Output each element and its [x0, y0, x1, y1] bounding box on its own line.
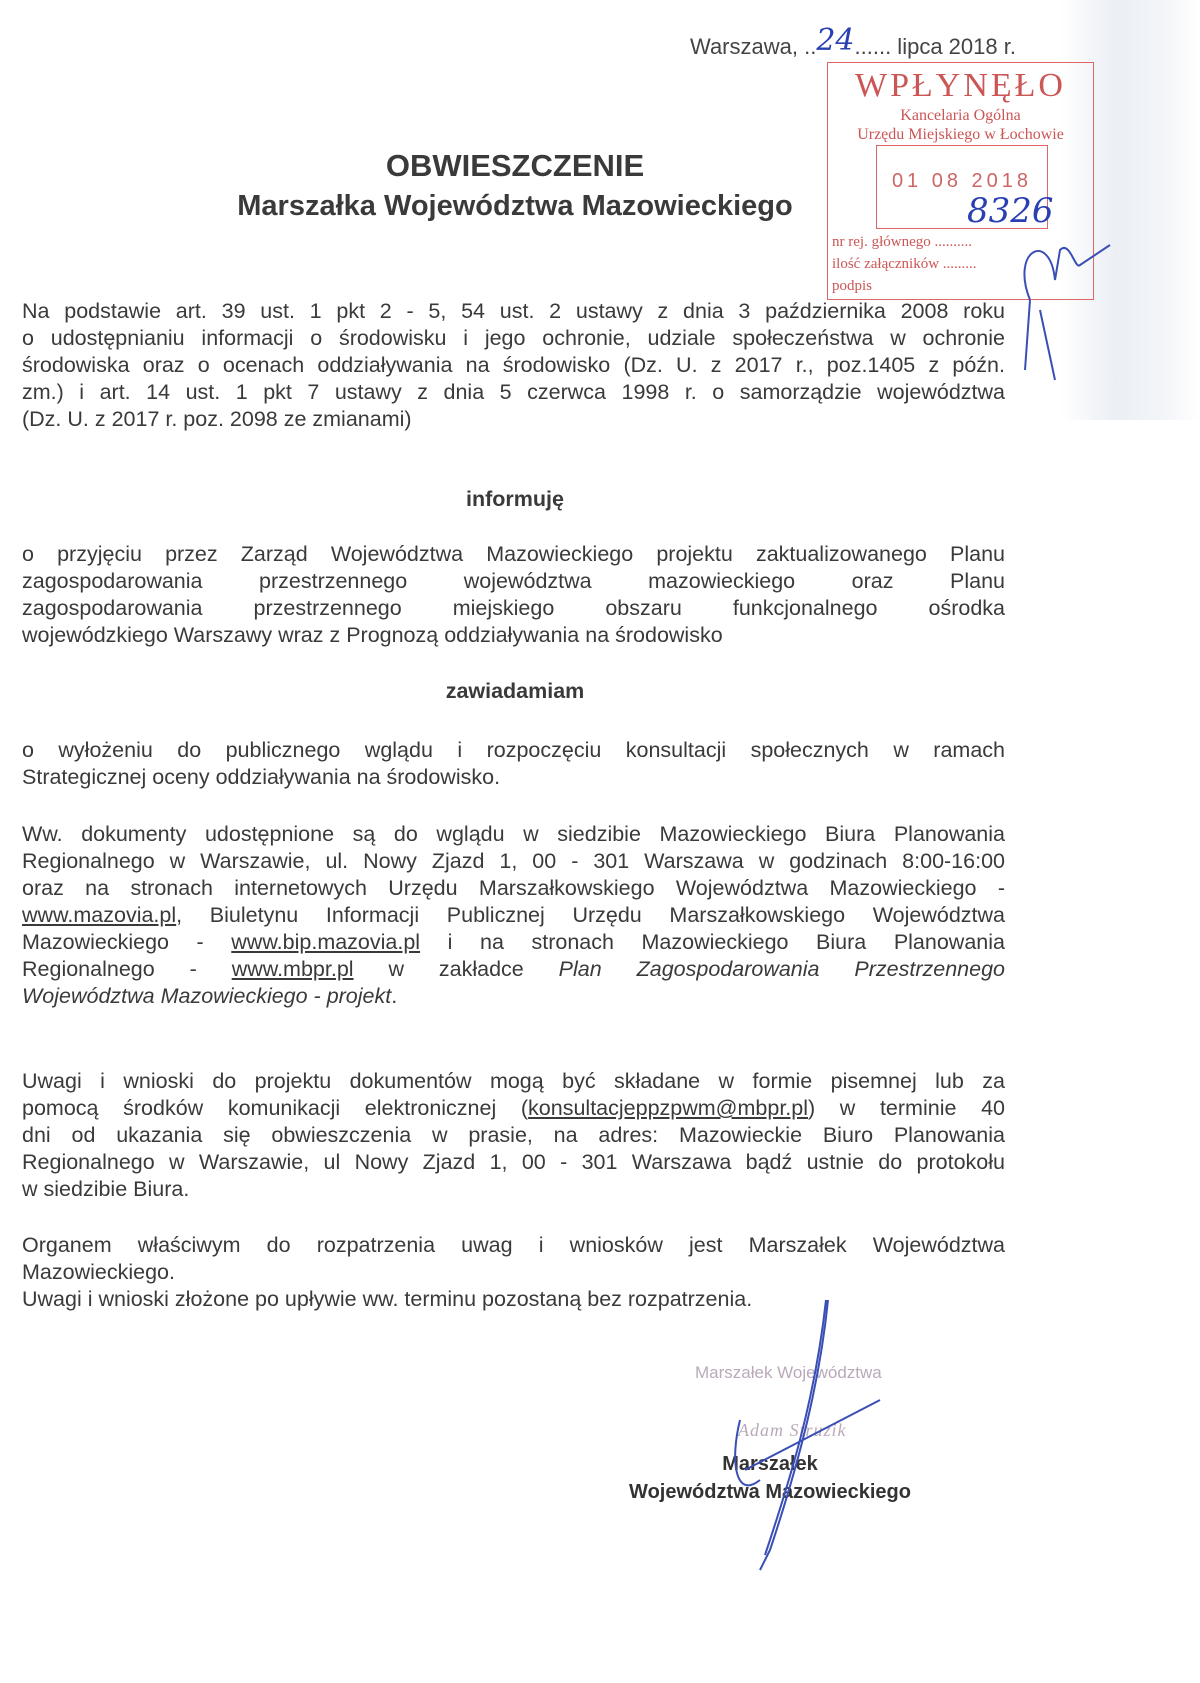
text-segment: Uwagi i wnioski złożone po upływie ww. terminu pozostaną bez rozpatrzenia.: [22, 1287, 753, 1311]
link[interactable]: www.mbpr.pl: [231, 957, 354, 981]
stamp-field-signature: podpis: [832, 278, 873, 294]
text-line: [22, 1149, 1005, 1176]
text-segment: pomocą środków komunikacji elektronicznej (: [22, 1096, 529, 1120]
text-segment: oraz na stronach internetowych Urzędu Marszałkowskiego Województwa Mazowieckiego -: [22, 876, 1005, 900]
text-segment: zagospodarowania przestrzennego województwa mazowieckiego oraz Planu: [22, 569, 1005, 593]
text-line: [22, 298, 1005, 325]
stamp-field-attachments: ilość załączników .........: [832, 256, 977, 272]
text-line: [22, 848, 1005, 875]
stamp-line2: Urzędu Miejskiego w Łochowie: [857, 126, 1064, 143]
text-line: [22, 902, 1005, 929]
heading-inform: informuję: [466, 487, 564, 511]
text-line: [22, 1068, 1005, 1095]
text-segment: w siedzibie Biura.: [22, 1177, 190, 1201]
text-line: [22, 764, 1005, 791]
text-segment: Strategicznej oceny oddziaływania na środowisko.: [22, 765, 501, 789]
text-line: [22, 568, 1005, 595]
signatory-title-line2: Województwa Mazowieckiego: [629, 1481, 911, 1503]
text-line: [22, 325, 1005, 352]
date-line: [690, 23, 1016, 60]
text-line: [22, 1259, 1005, 1286]
text-line: [22, 1286, 1005, 1313]
text-segment: Województwa Mazowieckiego - projekt: [22, 984, 392, 1008]
legal-basis-paragraph: [22, 298, 1005, 433]
text-line: [22, 1176, 1005, 1203]
text-line: [22, 875, 1005, 902]
text-segment: Mazowieckiego -: [22, 930, 232, 954]
text-segment: Mazowieckiego.: [22, 1260, 175, 1284]
text-segment: Ww. dokumenty udostępnione są do wglądu w siedzibie Mazowieckiego Biura Planowania: [22, 822, 1005, 846]
text-segment: wojewódzkiego Warszawy wraz z Prognozą oddziaływania na środowisko: [22, 623, 723, 647]
text-line: [22, 379, 1005, 406]
text-line: [22, 595, 1005, 622]
text-line: [22, 737, 1005, 764]
text-segment: Plan Zagospodarowania Przestrzennego: [558, 957, 1005, 981]
documents-availability-paragraph: [22, 821, 1005, 1010]
handwritten-registry-number: 8326: [967, 191, 1054, 231]
link[interactable]: konsultacjeppzpwm@mbpr.pl: [528, 1096, 808, 1120]
text-segment: w zakładce: [353, 957, 559, 981]
text-segment: , Biuletynu Informacji Publicznej Urzędu Marszałkowskiego Województwa: [176, 903, 1005, 927]
text-segment: zm.) i art. 14 ust. 1 pkt 7 ustawy z dnia 5 czerwca 1998 r. o samorządzie województwa: [22, 380, 1005, 404]
text-line: [22, 406, 1005, 433]
consultation-paragraph: [22, 737, 1005, 791]
text-line: [22, 821, 1005, 848]
text-segment: Regionalnego -: [22, 957, 232, 981]
stamp-field-registry: nr rej. głównego ..........: [832, 234, 972, 250]
document-subtitle: Marszałka Województwa Mazowieckiego: [237, 190, 793, 222]
text-segment: i na stronach Mazowieckiego Biura Planowania: [420, 930, 1005, 954]
text-segment: o udostępnianiu informacji o środowisku i jego ochronie, udziale społeczeństwa w ochronie: [22, 326, 1005, 350]
heading-notify: zawiadamiam: [445, 679, 585, 703]
received-stamp: [827, 62, 1094, 300]
link[interactable]: www.bip.mazovia.pl: [231, 930, 421, 954]
document-title: OBWIESZCZENIE: [385, 148, 645, 183]
text-line: [22, 1122, 1005, 1149]
text-segment: Uwagi i wnioski do projektu dokumentów mogą być składane w formie pisemnej lub za: [22, 1069, 1005, 1093]
signatory-title-line1: Marszałek: [722, 1453, 818, 1475]
text-segment: .: [391, 984, 398, 1008]
adoption-paragraph: [22, 541, 1005, 649]
signature-stamp-name: Adam Struzik: [738, 1420, 847, 1440]
text-segment: dni od ukazania się obwieszczenia w prasie, na adres: Mazowieckie Biuro Planowania: [22, 1123, 1005, 1147]
comments-paragraph: [22, 1068, 1005, 1203]
text-segment: środowiska oraz o ocenach oddziaływania na środowisko (Dz. U. z 2017 r., poz.1405 z późn.: [22, 353, 1005, 377]
text-segment: Na podstawie art. 39 ust. 1 pkt 2 - 5, 54 ust. 2 ustawy z dnia 3 października 2008 roku: [22, 299, 1005, 323]
handwritten-day: 24: [816, 23, 855, 58]
text-line: [22, 929, 1005, 956]
text-segment: Regionalnego w Warszawie, ul. Nowy Zjazd 1, 00 - 301 Warszawa w godzinach 8:00-16:00: [22, 849, 1005, 873]
stamp-date: 01 08 2018: [891, 170, 1033, 192]
signature-stamp-title: Marszałek Województwa: [695, 1363, 882, 1382]
text-line: [22, 956, 1005, 983]
text-segment: o wyłożeniu do publicznego wglądu i rozpoczęciu konsultacji społecznych w ramach: [22, 738, 1005, 762]
text-line: [22, 1095, 1005, 1122]
text-line: [22, 352, 1005, 379]
late-comments-paragraph: [22, 1286, 1005, 1313]
text-segment: ) w terminie 40: [808, 1096, 1005, 1120]
authority-paragraph: [22, 1232, 1005, 1286]
text-line: [22, 983, 1005, 1010]
stamp-line1: Kancelaria Ogólna: [900, 107, 1021, 124]
text-line: [22, 1232, 1005, 1259]
text-line: [22, 541, 1005, 568]
date-suffix: ...... lipca 2018 r.: [854, 34, 1016, 59]
text-segment: Organem właściwym do rozpatrzenia uwag i wniosków jest Marszałek Województwa: [22, 1233, 1005, 1257]
text-segment: o przyjęciu przez Zarząd Województwa Mazowieckiego projektu zaktualizowanego Planu: [22, 542, 1005, 566]
text-line: [22, 622, 1005, 649]
text-segment: Regionalnego w Warszawie, ul Nowy Zjazd 1, 00 - 301 Warszawa bądź ustnie do protokołu: [22, 1150, 1005, 1174]
stamp-title: WPŁYNĘŁO: [855, 67, 1066, 104]
link[interactable]: www.mazovia.pl: [22, 903, 177, 927]
text-segment: (Dz. U. z 2017 r. poz. 2098 ze zmianami): [22, 407, 412, 431]
text-segment: zagospodarowania przestrzennego miejskiego obszaru funkcjonalnego ośrodka: [22, 596, 1005, 620]
date-prefix: Warszawa, ..: [690, 34, 817, 59]
